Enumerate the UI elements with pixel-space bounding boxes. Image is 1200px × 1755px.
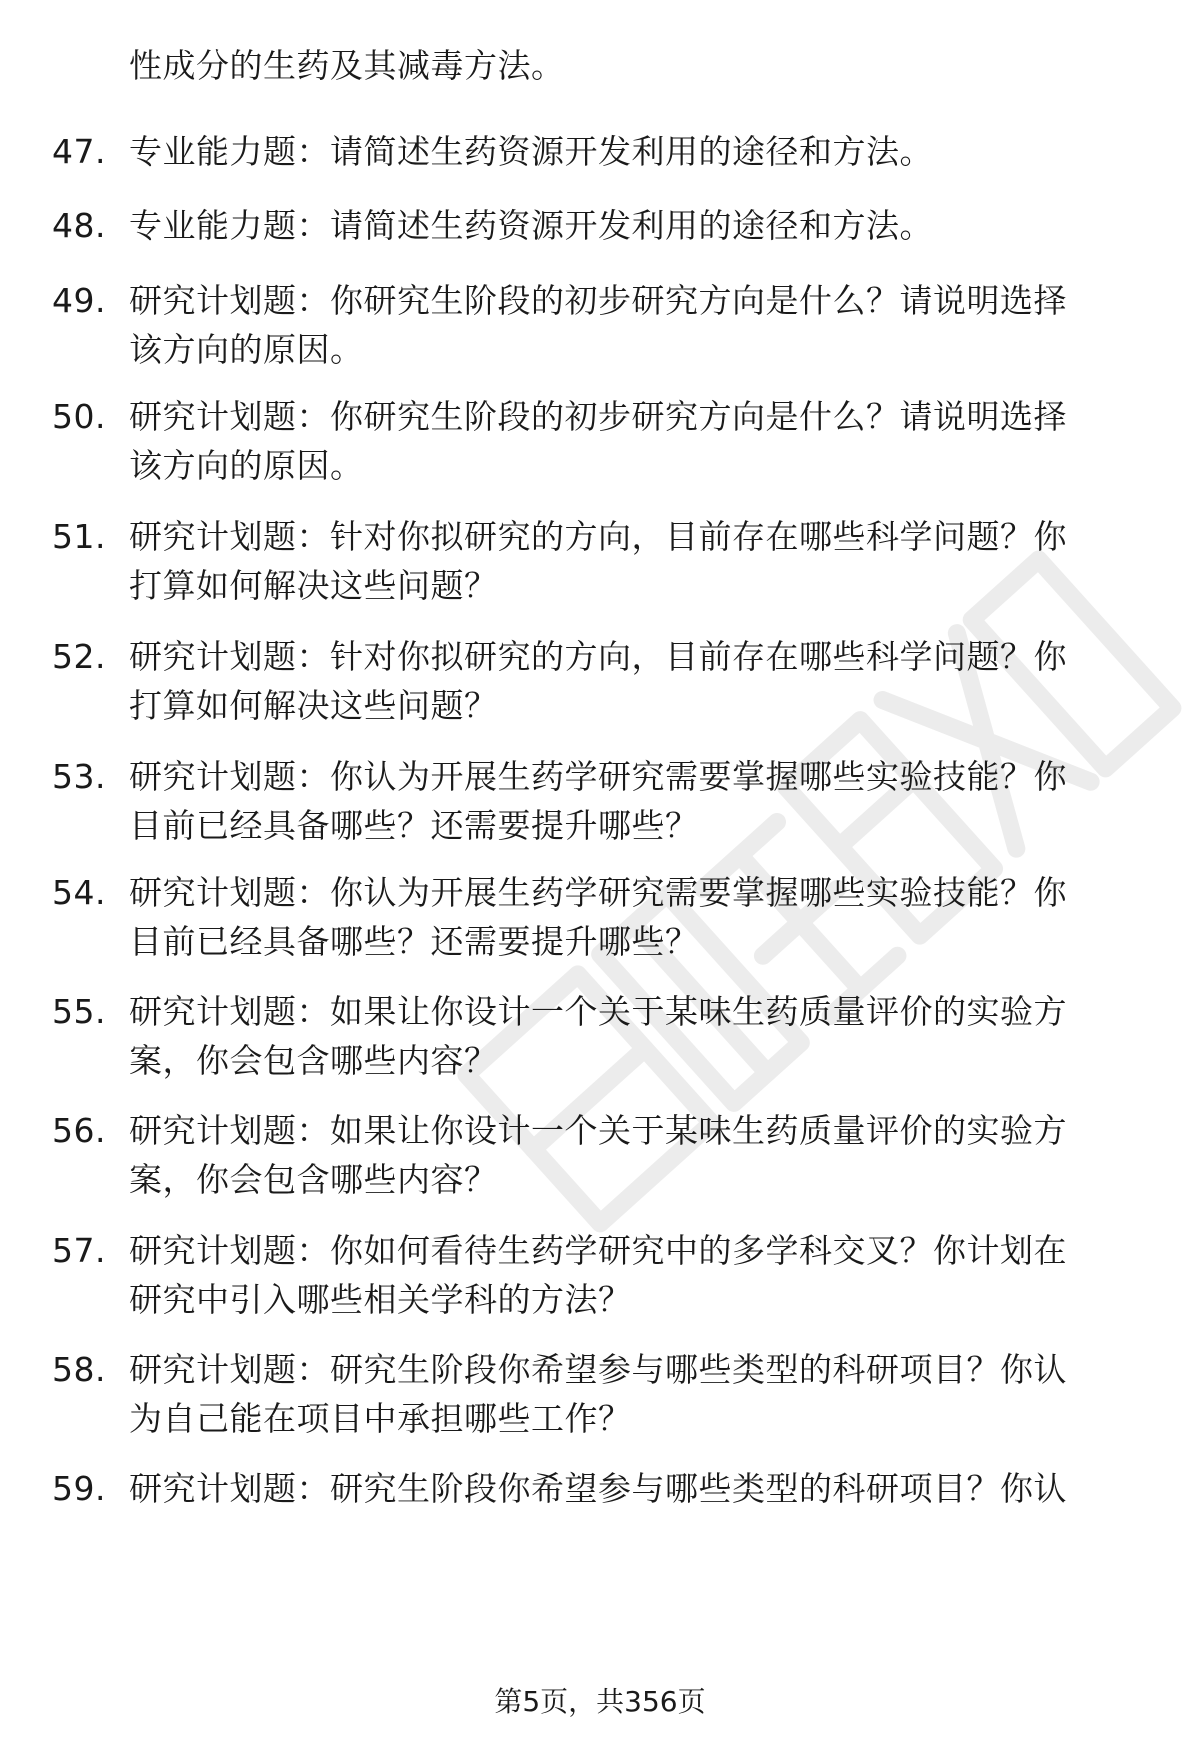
- list-item-continuation: [0, 566, 1200, 606]
- item-text: 研究计划题：如果让你设计一个关于某味生药质量评价的实验方: [129, 992, 1067, 1031]
- list-item: [0, 206, 1200, 246]
- list-item: [0, 397, 1200, 437]
- list-item-continuation: [0, 330, 1200, 370]
- list-item: [0, 1111, 1200, 1151]
- list-item: [0, 281, 1200, 321]
- list-item: [0, 46, 1200, 86]
- item-number: 53.: [52, 757, 106, 796]
- list-item: [0, 757, 1200, 797]
- item-number: 54.: [52, 873, 106, 912]
- item-number: 47.: [52, 132, 106, 171]
- list-item-continuation: [0, 1160, 1200, 1200]
- item-number: 49.: [52, 281, 106, 320]
- item-text: 打算如何解决这些问题？: [129, 566, 498, 605]
- list-item-continuation: [0, 686, 1200, 726]
- item-text: 为自己能在项目中承担哪些工作？: [129, 1399, 632, 1438]
- list-item: [0, 873, 1200, 913]
- list-item-continuation: [0, 1280, 1200, 1320]
- item-text: 打算如何解决这些问题？: [129, 686, 498, 725]
- item-text: 研究计划题：研究生阶段你希望参与哪些类型的科研项目？你认: [129, 1350, 1067, 1389]
- item-text: 案，你会包含哪些内容？: [129, 1160, 498, 1199]
- item-text: 研究计划题：你研究生阶段的初步研究方向是什么？请说明选择: [129, 281, 1067, 320]
- item-text: 专业能力题：请简述生药资源开发利用的途径和方法。: [129, 206, 933, 245]
- list-item-continuation: [0, 922, 1200, 962]
- item-number: 56.: [52, 1111, 106, 1150]
- item-text: 专业能力题：请简述生药资源开发利用的途径和方法。: [129, 132, 933, 171]
- item-number: 50.: [52, 397, 106, 436]
- item-text: 研究计划题：你认为开展生药学研究需要掌握哪些实验技能？你: [129, 757, 1067, 796]
- item-text: 研究计划题：你研究生阶段的初步研究方向是什么？请说明选择: [129, 397, 1067, 436]
- item-text: 目前已经具备哪些？还需要提升哪些？: [129, 922, 699, 961]
- item-text: 研究计划题：你如何看待生药学研究中的多学科交叉？你计划在: [129, 1231, 1067, 1270]
- item-number: 55.: [52, 992, 106, 1031]
- item-text: 研究计划题：研究生阶段你希望参与哪些类型的科研项目？你认: [129, 1469, 1067, 1508]
- list-item: [0, 1350, 1200, 1390]
- item-text: 研究计划题：你认为开展生药学研究需要掌握哪些实验技能？你: [129, 873, 1067, 912]
- list-item-continuation: [0, 1041, 1200, 1081]
- list-item: [0, 1469, 1200, 1509]
- item-number: 58.: [52, 1350, 106, 1389]
- item-text: 研究计划题：针对你拟研究的方向，目前存在哪些科学问题？你: [129, 637, 1067, 676]
- item-number: 51.: [52, 517, 106, 556]
- list-item: [0, 992, 1200, 1032]
- item-text: 该方向的原因。: [129, 330, 364, 369]
- item-text: 案，你会包含哪些内容？: [129, 1041, 498, 1080]
- item-number: 52.: [52, 637, 106, 676]
- item-number: 57.: [52, 1231, 106, 1270]
- list-item-continuation: [0, 446, 1200, 486]
- list-item: [0, 132, 1200, 172]
- item-number: 48.: [52, 206, 106, 245]
- list-item-continuation: [0, 806, 1200, 846]
- item-number: 59.: [52, 1469, 106, 1508]
- item-text: 目前已经具备哪些？还需要提升哪些？: [129, 806, 699, 845]
- item-text: 性成分的生药及其减毒方法。: [129, 46, 565, 85]
- list-item: [0, 637, 1200, 677]
- page-footer: 第5页，共356页: [494, 1685, 706, 1718]
- item-text: 研究计划题：如果让你设计一个关于某味生药质量评价的实验方: [129, 1111, 1067, 1150]
- item-text: 该方向的原因。: [129, 446, 364, 485]
- list-item: [0, 1231, 1200, 1271]
- list-item: [0, 517, 1200, 557]
- item-text: 研究中引入哪些相关学科的方法？: [129, 1280, 632, 1319]
- item-text: 研究计划题：针对你拟研究的方向，目前存在哪些科学问题？你: [129, 517, 1067, 556]
- list-item-continuation: [0, 1399, 1200, 1439]
